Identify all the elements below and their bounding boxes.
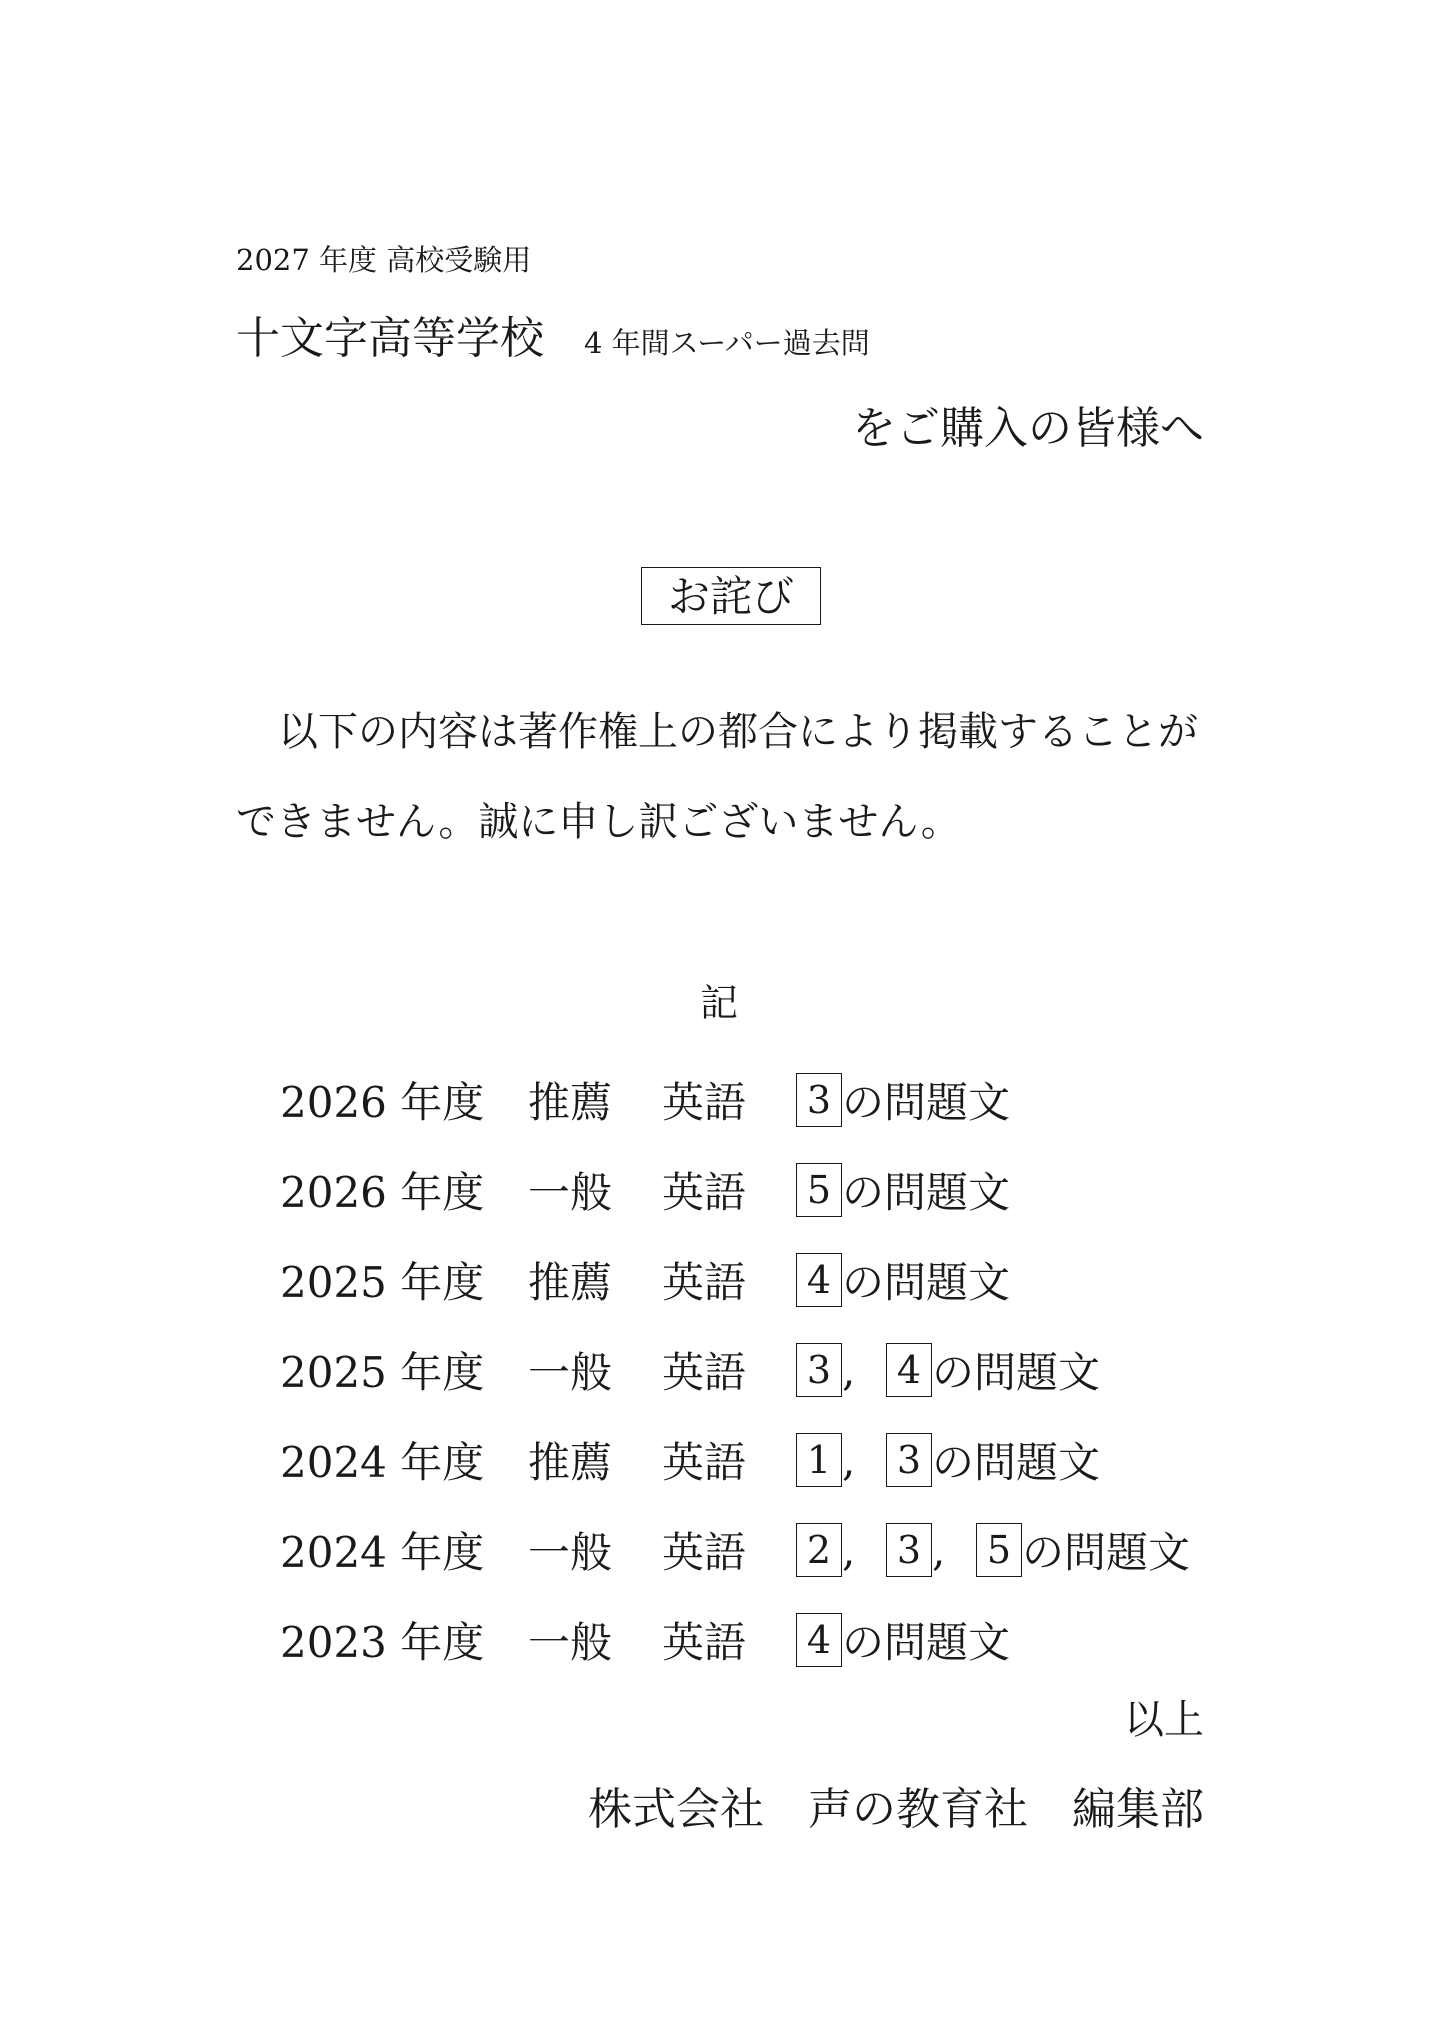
item-tail: の問題文 (932, 1348, 1101, 1397)
recipient-line: をご購入の皆様へ (852, 403, 1204, 454)
item-subject: 英語 (662, 1258, 747, 1307)
item-subject: 英語 (662, 1438, 747, 1487)
item-year: 2025 年度 (280, 1348, 485, 1397)
year-line: 2027 年度 高校受験用 (236, 243, 532, 277)
item-exam-type: 一般 (528, 1618, 613, 1667)
item-year: 2024 年度 (280, 1528, 485, 1577)
question-number-box: 2 (796, 1523, 842, 1577)
question-number-box: 3 (886, 1523, 932, 1577)
item-exam-type: 一般 (528, 1348, 613, 1397)
item-tail: の問題文 (1022, 1528, 1191, 1577)
item-exam-type: 推薦 (528, 1438, 613, 1487)
question-number-box: 1 (796, 1433, 842, 1487)
question-numbers (796, 1160, 1010, 1220)
closing-remark: 以上 (1124, 1697, 1204, 1743)
list-item (280, 1595, 1240, 1685)
item-tail: の問題文 (842, 1078, 1011, 1127)
question-number-box: 3 (796, 1073, 842, 1127)
question-number-box: 3 (796, 1343, 842, 1397)
question-numbers (796, 1520, 1190, 1580)
item-year: 2026 年度 (280, 1168, 485, 1217)
question-number-box: 4 (796, 1253, 842, 1307)
question-separator: , (842, 1525, 856, 1575)
list-item (280, 1415, 1240, 1505)
item-tail: の問題文 (842, 1618, 1011, 1667)
school-title-line (236, 302, 870, 366)
question-numbers (796, 1340, 1100, 1400)
question-separator: , (842, 1435, 856, 1485)
school-name: 十文字高等学校 (236, 313, 544, 364)
item-exam-type: 推薦 (528, 1258, 613, 1307)
publisher-signature: 株式会社 声の教育社 編集部 (588, 1784, 1204, 1835)
question-numbers (796, 1430, 1100, 1490)
list-item (280, 1145, 1240, 1235)
apology-title: お詫び (641, 567, 821, 625)
item-exam-type: 一般 (528, 1528, 613, 1577)
question-numbers (796, 1070, 1010, 1130)
apology-text-line-2: できません。誠に申し訳ございません。 (236, 799, 961, 845)
record-heading: 記 (700, 981, 739, 1025)
question-number-box: 5 (976, 1523, 1022, 1577)
question-numbers (796, 1610, 1010, 1670)
item-year: 2023 年度 (280, 1618, 485, 1667)
item-tail: の問題文 (932, 1438, 1101, 1487)
product-name: 4 年間スーパー過去問 (584, 326, 870, 360)
question-separator: , (842, 1345, 856, 1395)
item-exam-type: 推薦 (528, 1078, 613, 1127)
apology-text-line-1: 以下の内容は著作権上の都合により掲載することが (278, 709, 1198, 755)
question-number-box: 4 (796, 1613, 842, 1667)
question-separator: , (932, 1525, 946, 1575)
item-year: 2024 年度 (280, 1438, 485, 1487)
item-subject: 英語 (662, 1618, 747, 1667)
list-item (280, 1505, 1240, 1595)
item-year: 2026 年度 (280, 1078, 485, 1127)
question-number-box: 5 (796, 1163, 842, 1217)
item-tail: の問題文 (842, 1168, 1011, 1217)
question-number-box: 3 (886, 1433, 932, 1487)
item-tail: の問題文 (842, 1258, 1011, 1307)
question-numbers (796, 1250, 1010, 1310)
item-exam-type: 一般 (528, 1168, 613, 1217)
item-subject: 英語 (662, 1528, 747, 1577)
list-item (280, 1055, 1240, 1145)
item-subject: 英語 (662, 1348, 747, 1397)
item-subject: 英語 (662, 1168, 747, 1217)
list-item (280, 1235, 1240, 1325)
question-number-box: 4 (886, 1343, 932, 1397)
list-item (280, 1325, 1240, 1415)
item-year: 2025 年度 (280, 1258, 485, 1307)
omitted-items-list (280, 1055, 1240, 1685)
item-subject: 英語 (662, 1078, 747, 1127)
